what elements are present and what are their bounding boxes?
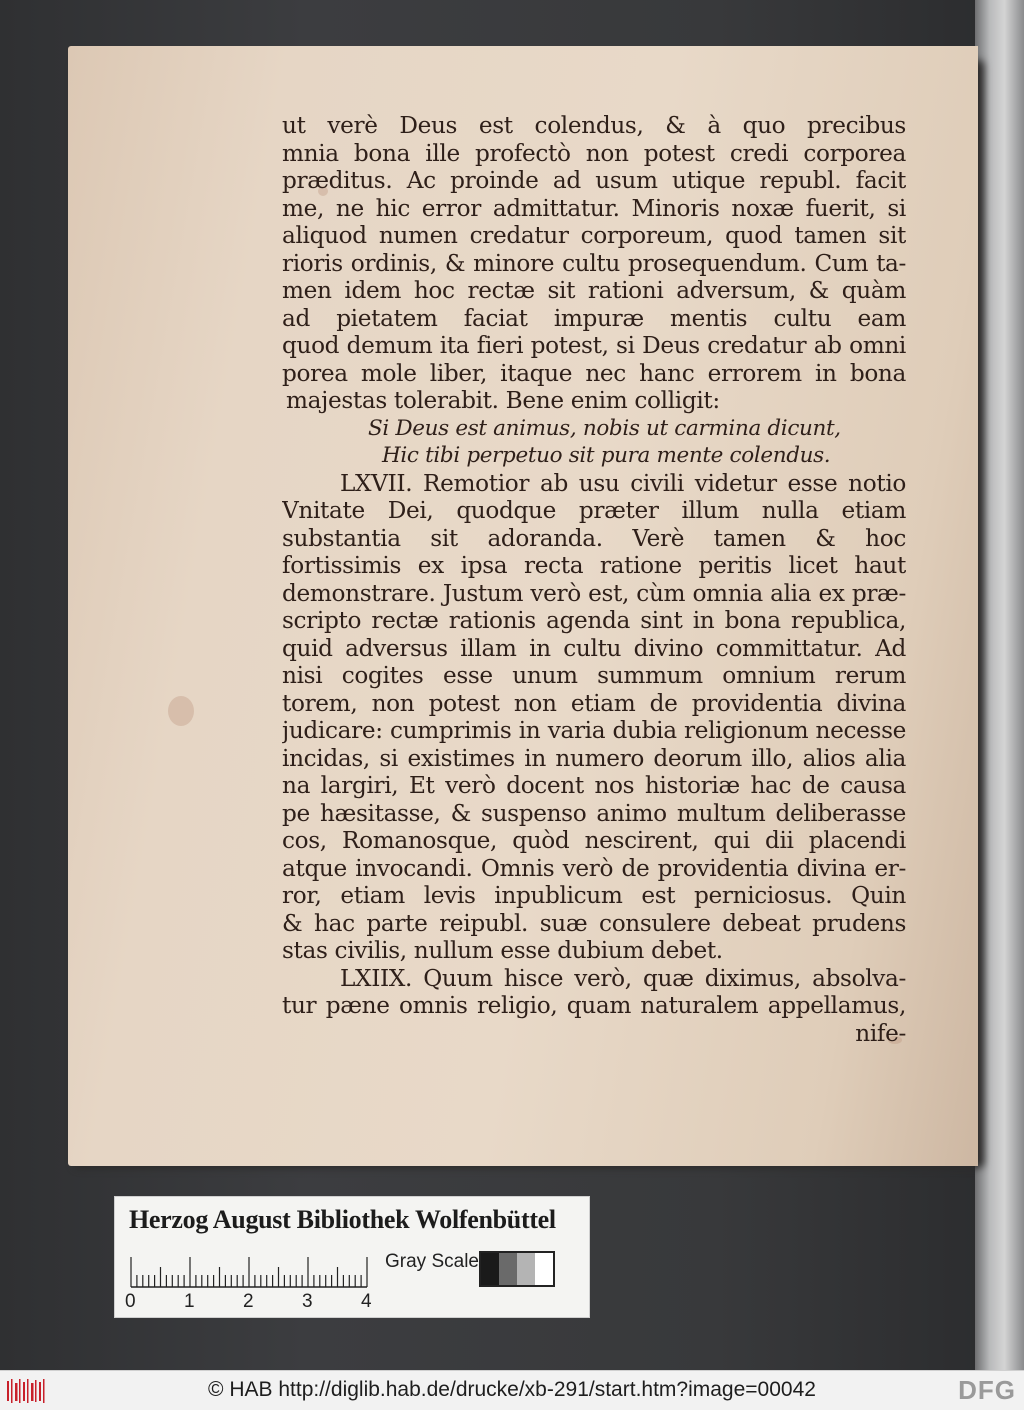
section-heading-line: LXIIX. Quum hisce verò, quæ diximus, absolva- xyxy=(340,964,906,992)
gray-scale-label: Gray Scale xyxy=(385,1251,479,1272)
ruler-scale xyxy=(129,1253,369,1289)
gray-patch-white xyxy=(535,1253,553,1285)
text-line: rioris ordinis, & minore cultu prosequendum. Cum ta- xyxy=(282,249,906,277)
text-line: & hac parte reipubl. suæ consulere debeat prudens xyxy=(282,909,906,937)
text-line: scripto rectæ rationis agenda sint in bona republica, xyxy=(282,607,906,634)
text-line: men idem hoc rectæ sit rationi adversum, & quàm xyxy=(282,277,906,304)
color-reference-strip xyxy=(114,1196,590,1318)
dfg-logo: DFG xyxy=(958,1375,1016,1405)
verse-line: Hic tibi perpetuo sit pura mente colendus. xyxy=(382,443,831,468)
text-line: me, ne hic error admittatur. Minoris noxæ fuerit, si xyxy=(282,194,906,222)
catchword: nife- xyxy=(855,1019,906,1047)
text-line: majestas tolerabit. Bene enim colligit: xyxy=(286,387,720,414)
text-line: ad pietatem faciat impuræ mentis cultu eam xyxy=(282,304,906,332)
gray-scale-patches xyxy=(479,1251,555,1287)
ruler-number: 2 xyxy=(243,1291,254,1312)
section-heading-line: LXVII. Remotior ab usu civili videtur esse notio xyxy=(340,469,906,497)
text-line: præditus. Ac proinde ad usum utique republ. facit xyxy=(282,167,906,194)
text-line: tur pæne omnis religio, quam naturalem appellamus, xyxy=(282,992,906,1019)
footer-bar xyxy=(0,1370,1024,1410)
text-line: demonstrare. Justum verò est, cùm omnia alia ex præ- xyxy=(282,579,906,607)
gray-patch-dark xyxy=(499,1253,517,1285)
text-line: quod demum ita fieri potest, si Deus credatur ab omni xyxy=(282,332,906,359)
ruler-number: 0 xyxy=(125,1291,136,1312)
library-name: Herzog August Bibliothek Wolfenbüttel xyxy=(129,1205,556,1234)
text-line: ror, etiam levis inpublicum est perniciosus. Quin xyxy=(282,882,906,909)
text-line: stas civilis, nullum esse dubium debet. xyxy=(282,937,723,964)
text-line: incidas, si existimes in numero deorum illo, alios alia xyxy=(282,744,906,772)
verse-line: Si Deus est animus, nobis ut carmina dicunt, xyxy=(368,415,841,441)
text-line: fortissimis ex ipsa recta ratione peritis licet haut xyxy=(282,552,906,579)
text-line: ut verè Deus est colendus, & à quo precibus xyxy=(282,112,906,139)
copyright-link[interactable]: © HAB http://diglib.hab.de/drucke/xb-291/start.htm?image=00042 xyxy=(208,1378,816,1401)
ruler-number: 3 xyxy=(302,1291,313,1312)
text-line: mnia bona ille profectò non potest credi corporea xyxy=(282,139,906,167)
text-line: pe hæsitasse, & suspenso animo multum deliberasse xyxy=(282,799,906,827)
text-line: atque invocandi. Omnis verò de providentia divina er- xyxy=(282,854,906,882)
text-line: porea mole liber, itaque nec hanc errorem in bona xyxy=(282,359,906,387)
text-line: nisi cogites esse unum summum omnium rerum xyxy=(282,662,906,689)
ruler-number: 1 xyxy=(184,1291,195,1312)
text-line: cos, Romanosque, quòd nescirent, qui dii placendi xyxy=(282,827,906,854)
text-line: na largiri, Et verò docent nos historiæ hac de causa xyxy=(282,772,906,799)
text-line: torem, non potest non etiam de providentia divina xyxy=(282,689,906,717)
page-text xyxy=(282,112,906,1047)
ruler-number: 4 xyxy=(361,1291,372,1312)
gray-patch-mid xyxy=(517,1253,535,1285)
text-line: substantia sit adoranda. Verè tamen & hoc xyxy=(282,524,906,552)
paper-stain xyxy=(168,696,194,726)
text-line: quid adversus illam in cultu divino committatur. Ad xyxy=(282,634,906,662)
gray-patch-black xyxy=(481,1253,499,1285)
text-line: judicare: cumprimis in varia dubia religionum necesse xyxy=(282,717,906,744)
text-line: Vnitate Dei, quodque præter illum nulla etiam xyxy=(282,497,906,524)
text-line: aliquod numen credatur corporeum, quod tamen sit xyxy=(282,222,906,249)
